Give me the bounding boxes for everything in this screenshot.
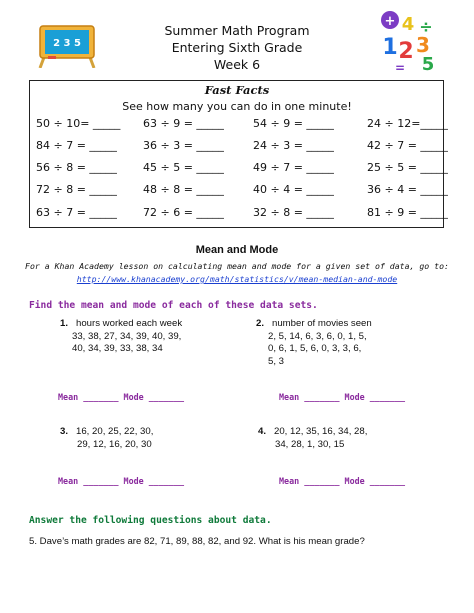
header-line-2: Entering Sixth Grade <box>171 40 303 55</box>
fast-fact: 36 ÷ 4 = _____ <box>367 183 448 196</box>
fast-fact: 48 ÷ 8 = _____ <box>143 183 224 196</box>
svg-text:1: 1 <box>382 35 398 60</box>
mean-mode-title: Mean and Mode <box>195 244 279 256</box>
data-sets-prompt: Find the mean and mode of each of these data sets. <box>29 300 318 311</box>
fast-facts-subtitle: See how many you can do in one minute! <box>122 100 352 113</box>
problem-line: 2, 5, 14, 6, 3, 6, 0, 1, 5, <box>268 330 367 342</box>
svg-text:5: 5 <box>421 54 435 74</box>
fast-fact: 56 ÷ 8 = _____ <box>36 161 117 174</box>
mean-mode-answer-3[interactable]: Mean _______ Mode _______ <box>58 476 185 486</box>
header-line-1: Summer Math Program <box>164 23 310 38</box>
problem-line: hours worked each week <box>76 318 183 329</box>
mean-mode-answer-2[interactable]: Mean _______ Mode _______ <box>279 392 406 402</box>
svg-text:÷: ÷ <box>419 17 433 36</box>
problem-line: 29, 12, 16, 20, 30 <box>77 438 152 450</box>
svg-text:2: 2 <box>398 39 414 64</box>
mean-mode-answer-4[interactable]: Mean _______ Mode _______ <box>279 476 406 486</box>
problem-2 <box>256 318 426 368</box>
fast-fact: 50 ÷ 10= _____ <box>36 117 121 130</box>
fast-fact: 36 ÷ 3 = _____ <box>143 139 224 152</box>
board-digits: 2 3 5 <box>53 38 81 49</box>
svg-text:=: = <box>394 61 406 74</box>
problem-3 <box>60 426 230 451</box>
fast-fact: 72 ÷ 8 = _____ <box>36 183 117 196</box>
svg-text:4: 4 <box>401 14 415 35</box>
question-5: 5. Dave’s math grades are 82, 71, 89, 88, 82, and 92. What is his mean grade? <box>29 536 365 547</box>
problem-line: 34, 28, 1, 30, 15 <box>275 438 345 450</box>
problem-line: number of movies seen <box>272 318 372 329</box>
fast-fact: 49 ÷ 7 = _____ <box>253 161 334 174</box>
fast-fact: 81 ÷ 9 = _____ <box>367 206 448 219</box>
problem-line: 16, 20, 25, 22, 30, <box>76 426 154 437</box>
fast-fact: 45 ÷ 5 = _____ <box>143 161 224 174</box>
questions-prompt: Answer the following questions about data. <box>29 515 272 526</box>
problem-line: 40, 34, 39, 33, 38, 34 <box>72 343 163 355</box>
problem-1 <box>60 318 230 356</box>
problem-line: 5, 3 <box>268 355 285 367</box>
fast-fact: 42 ÷ 7 = _____ <box>367 139 448 152</box>
fast-fact: 24 ÷ 12=_____ <box>367 117 448 130</box>
fast-fact: 25 ÷ 5 = _____ <box>367 161 448 174</box>
fast-fact: 84 ÷ 7 = _____ <box>36 139 117 152</box>
problem-number: 3. <box>60 426 69 437</box>
fast-fact: 24 ÷ 3 = _____ <box>253 139 334 152</box>
fast-fact: 54 ÷ 9 = _____ <box>253 117 334 130</box>
problem-line: 0, 6, 1, 5, 6, 0, 3, 3, 6, <box>268 343 362 355</box>
khan-academy-text: For a Khan Academy lesson on calculating mean and mode for a given set of data, go to: <box>25 261 449 271</box>
header-line-3: Week 6 <box>213 57 261 72</box>
fast-fact: 63 ÷ 7 = _____ <box>36 206 117 219</box>
problem-line: 33, 38, 27, 34, 39, 40, 39, <box>72 330 182 342</box>
problem-line: 20, 12, 35, 16, 34, 28, <box>274 426 368 437</box>
problem-4 <box>258 426 428 451</box>
fast-fact: 32 ÷ 8 = _____ <box>253 206 334 219</box>
problem-number: 1. <box>60 318 69 329</box>
fast-facts-title: Fast Facts <box>204 83 270 97</box>
problem-number: 2. <box>256 318 265 329</box>
khan-academy-link[interactable]: http://www.khanacademy.org/math/statistics/v/mean-median-and-mode <box>76 274 398 284</box>
svg-text:+: + <box>384 14 396 29</box>
fast-fact: 63 ÷ 9 = _____ <box>143 117 224 130</box>
svg-text:3: 3 <box>416 33 430 57</box>
problem-number: 4. <box>258 426 267 437</box>
fast-fact: 72 ÷ 6 = _____ <box>143 206 224 219</box>
fast-fact: 40 ÷ 4 = _____ <box>253 183 334 196</box>
mean-mode-answer-1[interactable]: Mean _______ Mode _______ <box>58 392 185 402</box>
